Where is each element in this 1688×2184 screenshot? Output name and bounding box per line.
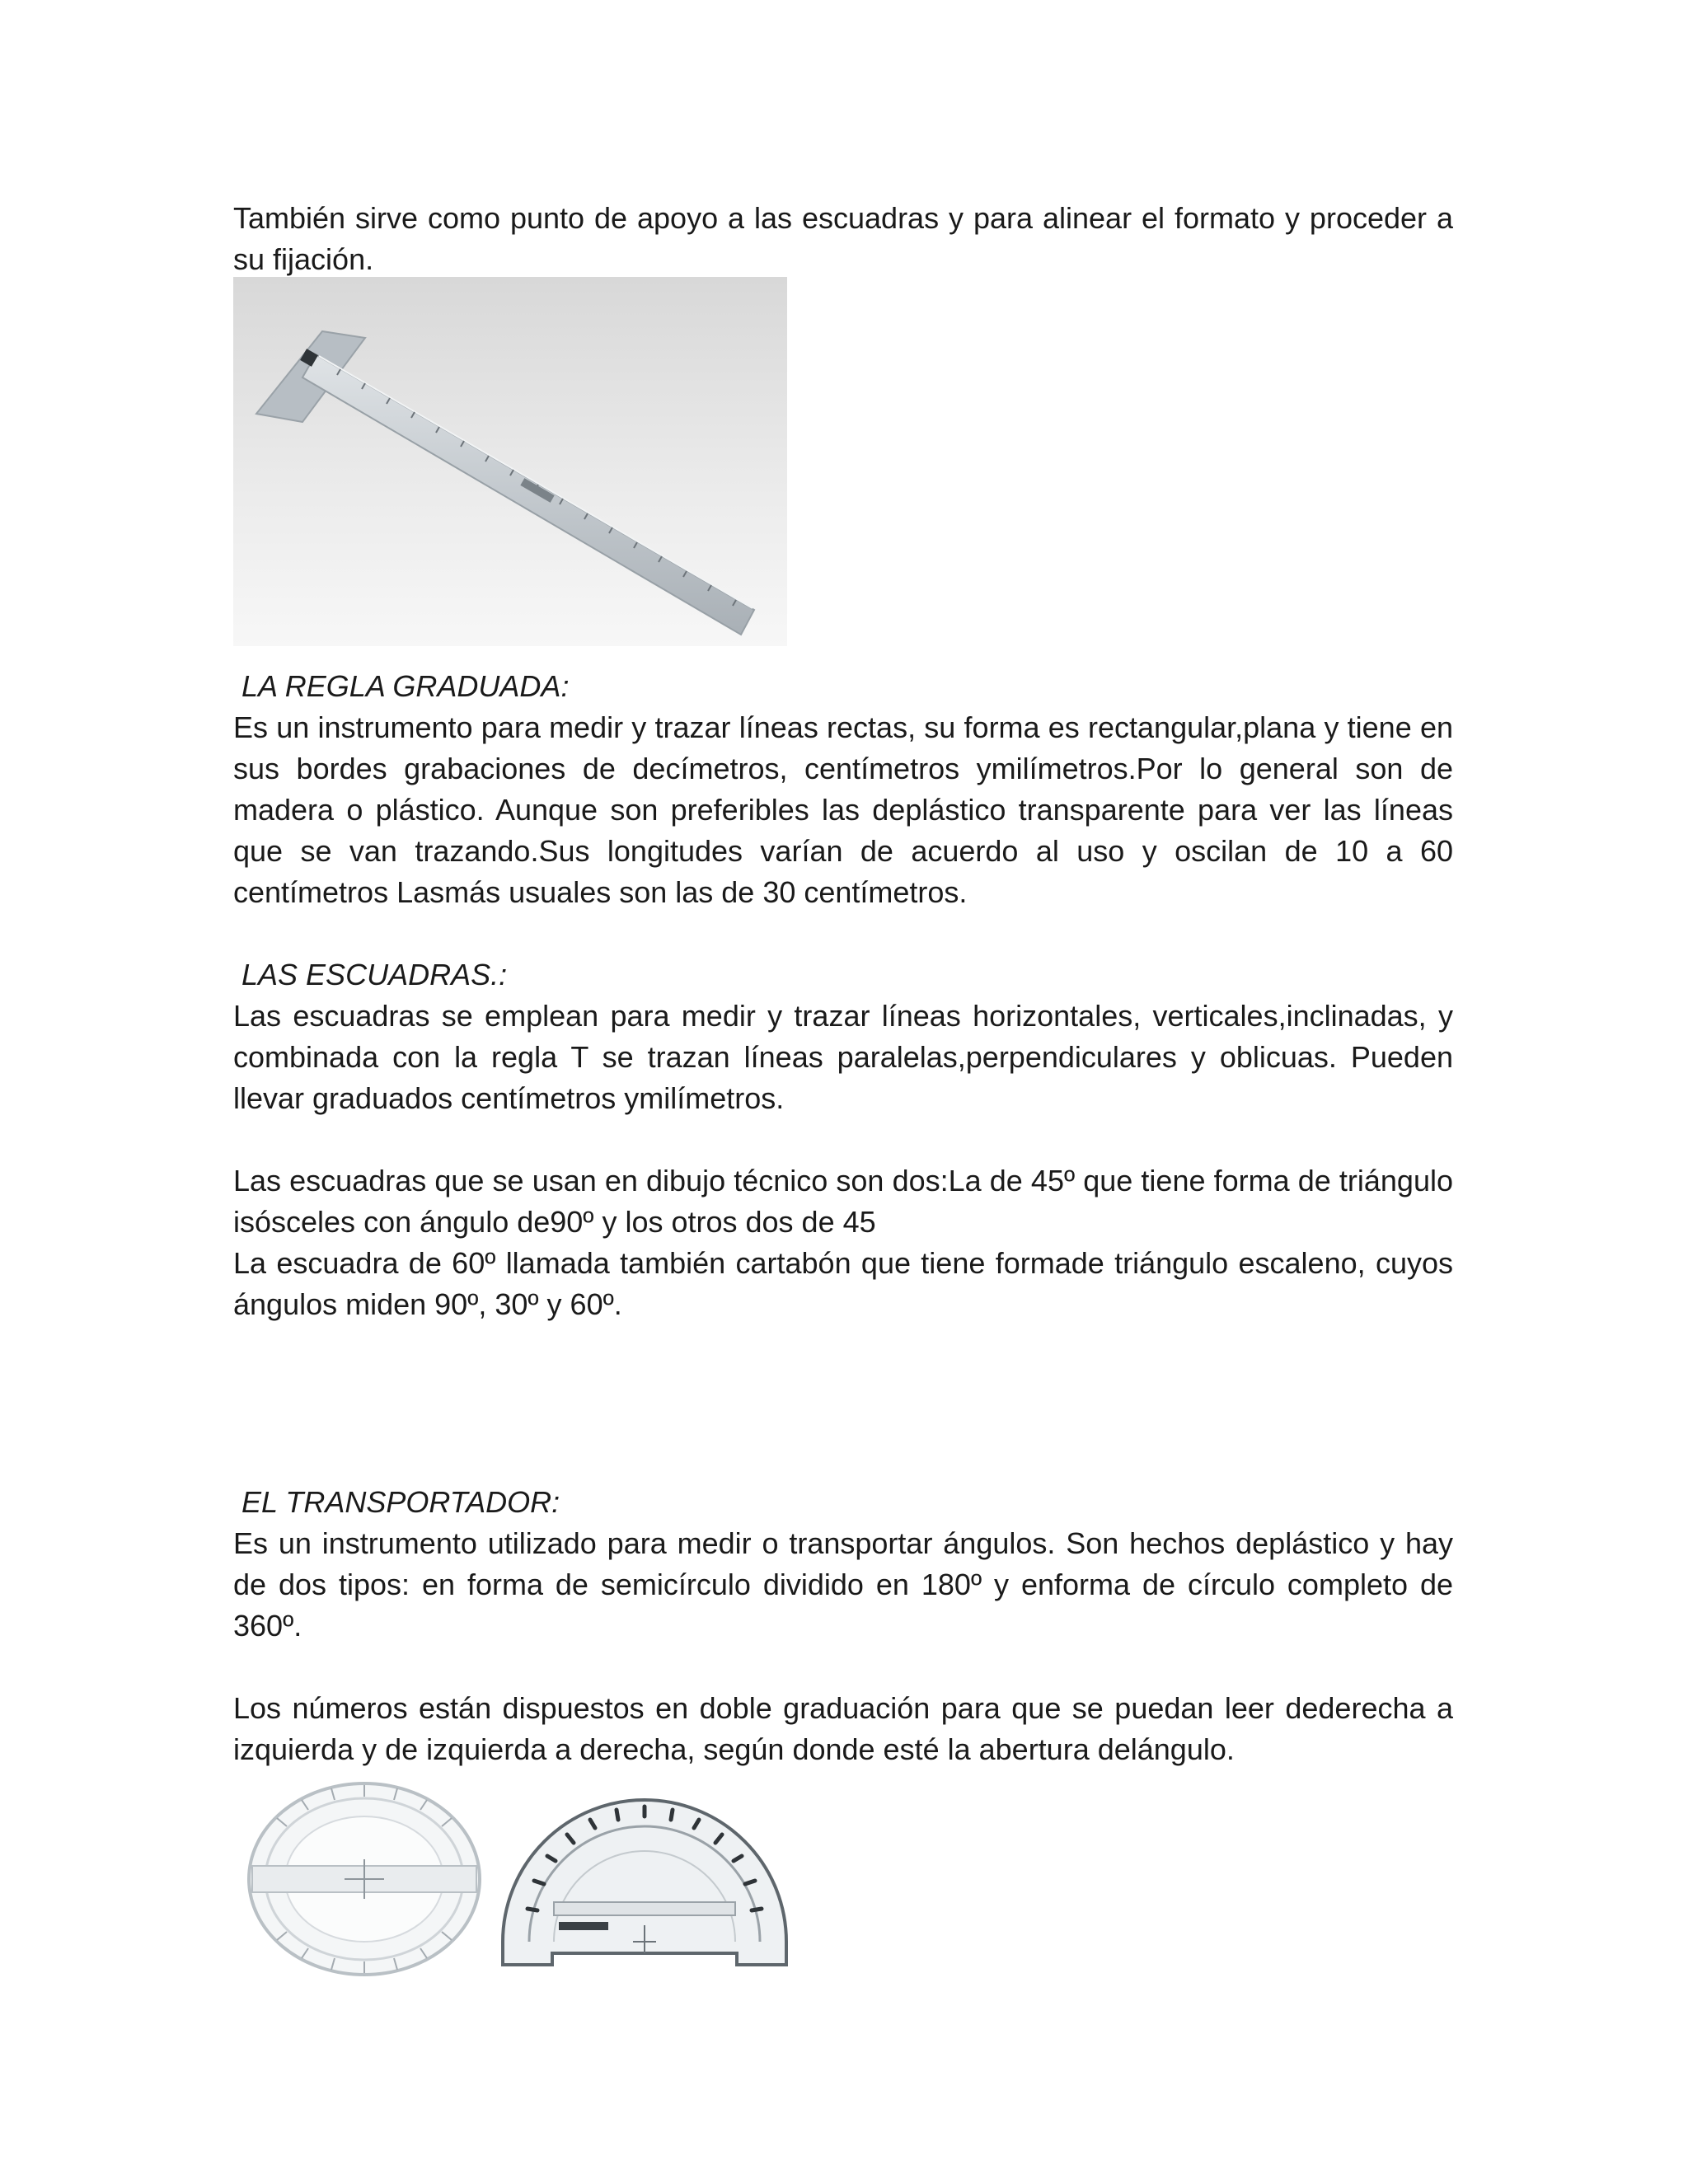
escuadras-types	[233, 1160, 1453, 1325]
escuadras-heading: LAS ESCUADRAS.:	[241, 958, 508, 991]
regla-section	[233, 666, 1453, 913]
transportador-paragraph: Es un instrumento utilizado para medir o transportar ángulos. Son hechos deplástico y hay de dos tipos: en forma de semicírculo dividido en 180º y enforma de círculo completo de 360º.	[233, 1526, 1453, 1643]
half-protractor-image	[496, 1780, 793, 1978]
escuadras-types-1: Las escuadras que se usan en dibujo técnico son dos:La de 45º que tiene forma de triángulo isósceles con ángulo de90º y los otros dos de 45	[233, 1164, 1453, 1239]
transportador-paragraph-2: Los números están dispuestos en doble graduación para que se puedan leer dederecha a izquierda y de izquierda a derecha, según donde esté la abertura delángulo.	[233, 1691, 1453, 1766]
intro-paragraph: También sirve como punto de apoyo a las escuadras y para alinear el formato y proceder a su fijación.	[233, 201, 1453, 276]
full-protractor-image	[244, 1780, 491, 1978]
regla-heading: LA REGLA GRADUADA:	[241, 669, 570, 703]
t-square-image	[233, 277, 787, 646]
escuadras-paragraph: Las escuadras se emplean para medir y trazar líneas horizontales, verticales,inclinadas, y combinada con la regla T se trazan líneas paralelas,perpendiculares y oblicuas. Pueden llevar graduados centímetros ymilímetros.	[233, 999, 1453, 1115]
transportador-section	[233, 1482, 1453, 1647]
regla-paragraph: Es un instrumento para medir y trazar líneas rectas, su forma es rectangular,plana y tiene en sus bordes grabaciones de decímetros, centímetros ymilímetros.Por lo general son de madera o plástico. Aunque son preferibles las deplástico transparente para ver las líneas que se van trazando.Sus longitudes varían de acuerdo al uso y oscilan de 10 a 60 centímetros Lasmás usuales son las de 30 centímetros.	[233, 710, 1453, 909]
escuadras-section	[233, 954, 1453, 1119]
escuadras-types-2: La escuadra de 60º llamada también cartabón que tiene formade triángulo escaleno, cuyos ángulos miden 90º, 30º y 60º.	[233, 1246, 1453, 1321]
transportador-paragraph-2-wrap	[233, 1688, 1453, 1770]
transportador-heading: EL TRANSPORTADOR:	[241, 1485, 560, 1519]
